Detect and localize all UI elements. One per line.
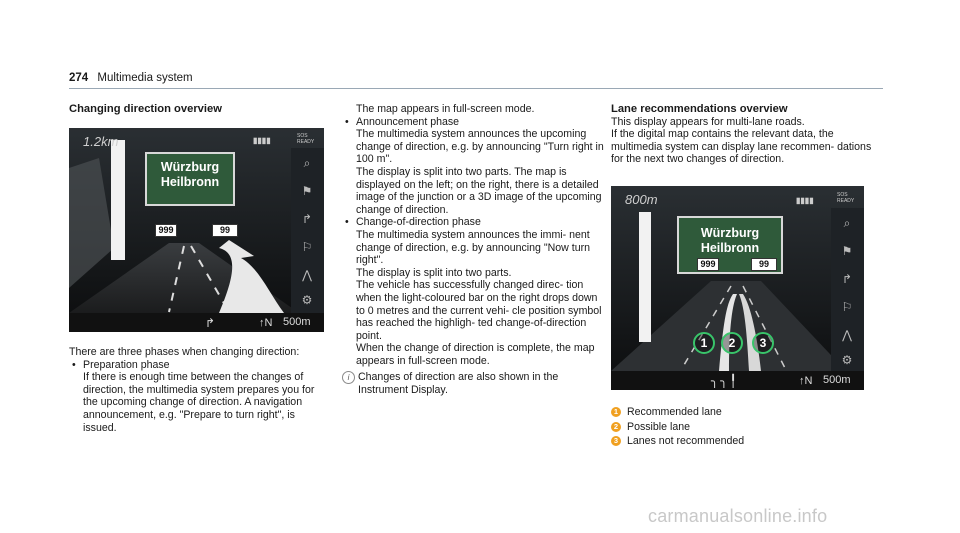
lane-text-1: This display appears for multi-lane roads. (611, 115, 805, 128)
signal-icon: ▮▮▮▮ (796, 196, 814, 205)
lane-legend (611, 404, 883, 448)
column-1-text (69, 346, 329, 434)
search-icon[interactable]: ⌕ (843, 216, 851, 230)
distance-readout: 800m (625, 192, 658, 207)
nav-sidebar (831, 208, 864, 371)
legend-number-1: 1 (611, 407, 621, 417)
lane-icon[interactable]: ⋀ (842, 328, 852, 342)
page-number: 274 (69, 72, 89, 84)
column-2 (342, 103, 604, 397)
bullet-announcement-phase: • Announcement phase (342, 116, 604, 129)
lane-text-2: If the digital map contains the relevant data, the multimedia system can display lane recommen- dations for the next two changes of direction. (611, 128, 872, 166)
route-voice-icon[interactable]: ↱ (301, 212, 313, 226)
north-label: N (264, 317, 273, 329)
cod-text-3: The vehicle has successfully changed direc- tion when the light-coloured bar on the right drops down to 0 metres and the current vehi- cle position symbol has reached the highligh- ted change-of-direction point. (356, 279, 602, 342)
sign-line-1: Würzburg (700, 226, 760, 240)
sos-indicator: SOS READY (837, 192, 855, 204)
nav-screenshot-2 (611, 186, 864, 390)
bullet-change-of-direction-phase: • Change-of-direction phase (342, 216, 604, 229)
legend-item-3 (611, 435, 883, 448)
page-header (69, 72, 193, 84)
road-shield-b: 99 (751, 258, 777, 271)
lane-guidance-icons: ╮╮╿ (711, 374, 739, 388)
legend-item-1 (611, 406, 883, 419)
header-rule (69, 88, 883, 89)
info-note-text: Changes of direction are also shown in the Instrument Display. (358, 371, 559, 397)
preparation-phase-text: If there is enough time between the changes of direction, the multimedia system prepares you for the upcoming change of direction. A navigation announcement, e.g. "Prepare to turn right", is issued. (83, 371, 315, 434)
north-indicator: ↑N (799, 375, 813, 387)
cod-text-2: The display is split into two parts. (356, 266, 512, 279)
sign-line-2: Heilbronn (700, 241, 760, 255)
nav-screenshot-1 (69, 128, 324, 332)
legend-label-3: Lanes not recommended (627, 435, 745, 448)
section-title: Multimedia system (97, 72, 193, 84)
callout-1: 1 (693, 332, 715, 354)
cod-text-1: The multimedia system announces the immi- nent change of direction, e.g. by announcing "Now turn right". (356, 228, 591, 267)
heading-lane-recommendations: Lane recommendations overview (611, 103, 788, 115)
distance-readout: 1.2km (83, 134, 119, 149)
info-icon: i (342, 371, 355, 384)
cod-text-4: When the change of direction is complete, the map appears in full-screen mode. (356, 342, 595, 367)
search-icon[interactable]: ⌕ (303, 156, 311, 170)
column-3 (611, 103, 883, 166)
phases-intro: There are three phases when changing direction: (69, 346, 300, 358)
next-turn-icon: ↱ (205, 316, 216, 330)
watermark: carmanualsonline.info (648, 506, 828, 526)
road-shield-a: 999 (697, 258, 719, 271)
map-scale: 500m (283, 316, 311, 328)
settings-gear-icon[interactable]: ⚙ (841, 353, 853, 367)
road-shield-b: 99 (212, 224, 238, 237)
info-note (342, 371, 604, 396)
signal-icon: ▮▮▮▮ (253, 136, 271, 145)
nav-sidebar (291, 148, 324, 313)
destination-flag-icon[interactable]: ⚑ (301, 184, 313, 198)
heading-changing-direction: Changing direction overview (69, 103, 222, 115)
north-indicator: ↑N (259, 317, 273, 329)
sos-indicator: SOS READY (297, 133, 315, 145)
map-scale: 500m (823, 374, 851, 386)
waypoint-flags-icon[interactable]: ⚐ (301, 240, 313, 254)
distance-bar (639, 212, 651, 342)
legend-number-3: 3 (611, 436, 621, 446)
destination-flag-icon[interactable]: ⚑ (841, 244, 853, 258)
settings-gear-icon[interactable]: ⚙ (301, 293, 313, 307)
north-label: N (804, 375, 813, 387)
callout-3: 3 (752, 332, 774, 354)
legend-item-2 (611, 421, 883, 434)
bullet-preparation-phase: • Preparation phase (69, 359, 329, 372)
direction-sign (145, 152, 235, 206)
lane-icon[interactable]: ⋀ (302, 268, 312, 282)
sign-line-2: Heilbronn (160, 175, 220, 189)
legend-label-1: Recommended lane (627, 406, 722, 418)
callout-2: 2 (721, 332, 743, 354)
legend-number-2: 2 (611, 422, 621, 432)
route-voice-icon[interactable]: ↱ (841, 272, 853, 286)
road-shield-a: 999 (155, 224, 177, 237)
announcement-text-2: The display is split into two parts. The map is displayed on the left; on the right, there is a detailed image of the junction or a 3D image of the upcoming change of direction. (356, 165, 602, 216)
announcement-text-1: The multimedia system announces the upcoming change of direction, e.g. by announcing "Turn right in 100 m". (356, 128, 604, 166)
sign-line-1: Würzburg (160, 160, 220, 174)
column-1 (69, 103, 327, 116)
distance-bar (111, 140, 125, 260)
fullscreen-continuation: The map appears in full-screen mode. (356, 103, 535, 115)
legend-label-2: Possible lane (627, 420, 691, 433)
waypoint-flags-icon[interactable]: ⚐ (841, 300, 853, 314)
